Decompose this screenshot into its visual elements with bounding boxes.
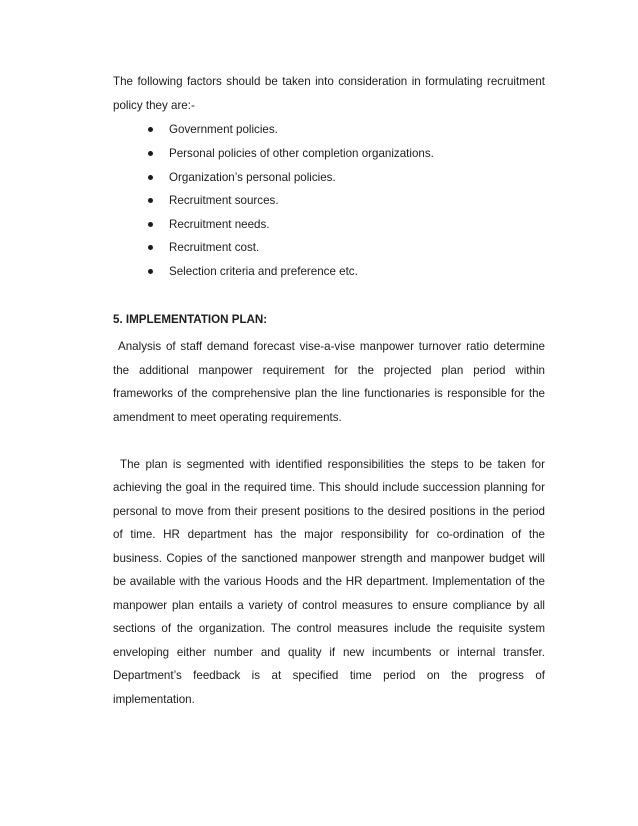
bullet-icon: [148, 269, 153, 274]
factor-text: Recruitment sources.: [169, 194, 279, 207]
factor-text: Recruitment needs.: [169, 218, 270, 231]
factor-text: Personal policies of other completion organizations.: [169, 147, 434, 160]
factor-text: Organization’s personal policies.: [169, 171, 336, 184]
paragraph-line: of time. HR department has the major responsibility for co-ordination of the: [113, 528, 545, 541]
factor-text: Selection criteria and preference etc.: [169, 265, 358, 278]
paragraph-line: frameworks of the comprehensive plan the line functionaries is responsible for the: [113, 387, 545, 400]
factor-text: Government policies.: [169, 123, 278, 136]
paragraph-line: personal to move from their present positions to the desired positions in the period: [113, 505, 545, 518]
bullet-icon: [148, 151, 153, 156]
paragraph-line: enveloping either number and quality if new incumbents or internal transfer.: [113, 646, 545, 659]
paragraph-line: Department’s feedback is at specified time period on the progress of: [113, 669, 545, 682]
paragraph-line: the additional manpower requirement for the projected plan period within: [113, 364, 545, 377]
bullet-icon: [148, 175, 153, 180]
paragraph-line: Analysis of staff demand forecast vise-a-vise manpower turnover ratio determine: [118, 340, 545, 353]
paragraph-line: implementation.: [113, 693, 195, 706]
paragraph-line: manpower plan entails a variety of control measures to ensure compliance by all: [113, 599, 545, 612]
intro-line: The following factors should be taken into consideration in formulating recruitment: [113, 75, 545, 88]
paragraph-line: amendment to meet operating requirements.: [113, 411, 342, 424]
intro-line: policy they are:-: [113, 99, 195, 112]
paragraph-line: sections of the organization. The control measures include the requisite system: [113, 622, 545, 635]
bullet-icon: [148, 222, 153, 227]
paragraph-line: The plan is segmented with identified responsibilities the steps to be taken for: [120, 458, 545, 471]
paragraph-line: business. Copies of the sanctioned manpower strength and manpower budget will: [113, 552, 545, 565]
paragraph-line: achieving the goal in the required time. This should include succession planning for: [113, 481, 545, 494]
factor-text: Recruitment cost.: [169, 241, 260, 254]
paragraph-line: be available with the various Hoods and the HR department. Implementation of the: [113, 575, 545, 588]
section-heading: 5. IMPLEMENTATION PLAN:: [113, 313, 268, 326]
bullet-icon: [148, 198, 153, 203]
bullet-icon: [148, 127, 153, 132]
bullet-icon: [148, 245, 153, 250]
